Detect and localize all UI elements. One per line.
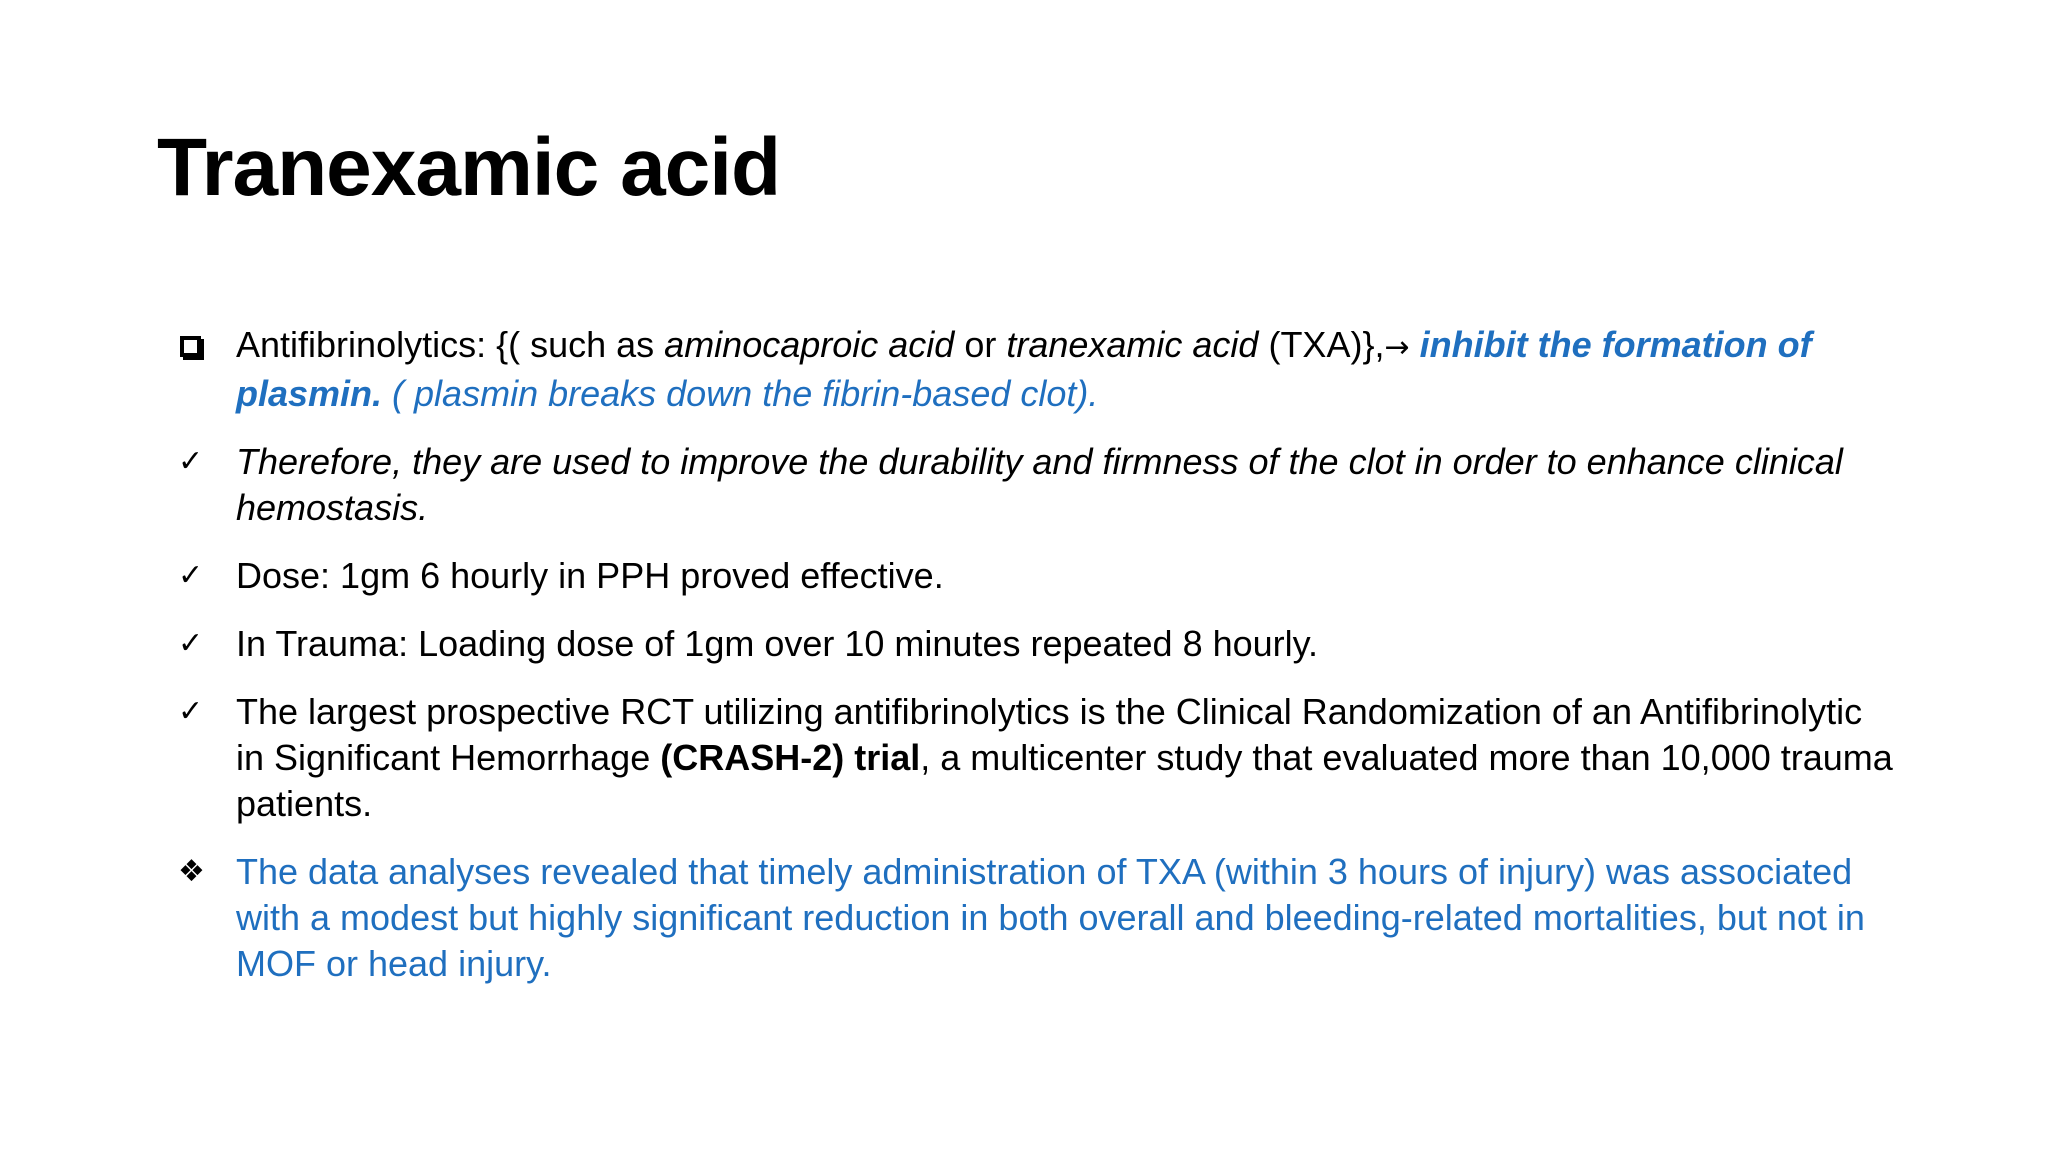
bullet-item <box>178 621 1898 667</box>
text-segment: aminocaproic acid <box>664 324 955 365</box>
check-icon: ✓ <box>178 444 204 479</box>
text-segment: , a multicenter study that evaluated more than 10,000 trauma patients. <box>236 737 1893 824</box>
text-segment: In Trauma: Loading dose of 1gm over 10 minutes repeated 8 hourly. <box>236 623 1318 664</box>
text-segment: Dose: 1gm 6 hourly in PPH proved effective. <box>236 555 944 596</box>
bullet-item <box>178 439 1898 531</box>
box-icon <box>178 322 218 368</box>
bullet-list <box>178 322 1898 1009</box>
diamond-icon: ❖ <box>178 854 205 889</box>
text-segment: or <box>954 324 1007 365</box>
text-segment: ( plasmin breaks down the fibrin-based clot). <box>382 373 1099 414</box>
bullet-text <box>236 851 1865 984</box>
bullet-text <box>236 555 944 596</box>
bullet-text <box>236 691 1893 824</box>
bullet-item <box>178 849 1898 987</box>
text-segment: inhibit the formation of plasmin. <box>236 324 1812 414</box>
check-icon: ✓ <box>178 626 204 661</box>
bullet-text <box>236 324 1812 414</box>
text-segment: Therefore, they are used to improve the durability and firmness of the clot in order to enhance clinical hemostasis. <box>236 441 1843 528</box>
bullet-text <box>236 441 1843 528</box>
check-icon: ✓ <box>178 694 204 729</box>
bullet-text <box>236 623 1318 664</box>
bullet-item <box>178 553 1898 599</box>
text-segment: (CRASH-2) trial <box>660 737 921 778</box>
bullet-item <box>178 689 1898 827</box>
arrow-right-icon: → <box>1384 330 1410 365</box>
text-segment: (TXA)}, <box>1258 324 1385 365</box>
bullet-item <box>178 322 1898 417</box>
check-icon: ✓ <box>178 558 204 593</box>
text-segment: The largest prospective RCT utilizing antifibrinolytics is the Clinical Randomization of an Antifibrinolytic in Significant Hemorrhage <box>236 691 1863 778</box>
slide-title: Tranexamic acid <box>157 122 781 213</box>
text-segment: tranexamic acid <box>1006 324 1259 365</box>
text-segment: The data analyses revealed that timely administration of TXA (within 3 hours of injury) was associated with a modest but highly significant reduction in both overall and bleeding-related mortalities, but not in MOF or head injury. <box>236 851 1865 984</box>
text-segment: Antifibrinolytics: {( such as <box>236 324 665 365</box>
